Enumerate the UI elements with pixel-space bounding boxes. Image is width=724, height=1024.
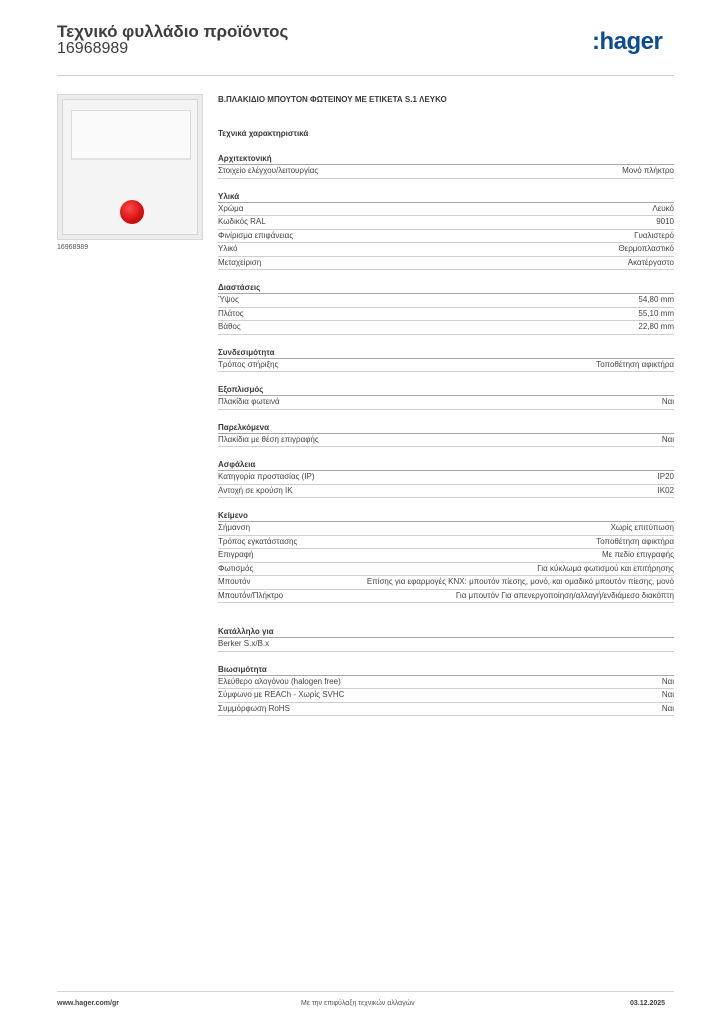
spec-row	[218, 396, 674, 410]
spec-row	[218, 576, 674, 590]
spec-row	[218, 230, 674, 244]
spec-row	[218, 165, 674, 179]
spec-value: Χωρίς επιτύπωση	[610, 523, 674, 532]
spec-value: Ναι	[661, 690, 674, 699]
spec-key: Στοιχείο ελέγχου/λειτουργίας	[218, 166, 319, 175]
header-divider	[57, 75, 674, 76]
spec-group	[218, 627, 674, 652]
spec-key: Φωτισμός	[218, 563, 254, 573]
spec-row	[218, 203, 674, 217]
spec-value: 22,80 mm	[638, 322, 674, 331]
group-title: Κείμενο	[218, 511, 674, 522]
spec-key: Πλακίδια με θέση επιγραφής	[218, 434, 319, 444]
spec-key: Σύμφωνο με REACh - Χωρίς SVHC	[218, 690, 345, 699]
spec-row	[218, 359, 674, 373]
spec-value: Ακατέργαστο	[627, 257, 674, 267]
spec-value: Με πεδίο επιγραφής	[602, 550, 674, 559]
spec-group	[218, 665, 674, 717]
spec-key: Κατηγορία προστασίας (IP)	[218, 472, 315, 481]
spec-row	[218, 549, 674, 563]
spec-key: Τρόπος στήριξης	[218, 359, 279, 369]
spec-row	[218, 485, 674, 499]
spec-key: Επιγραφή	[218, 550, 254, 559]
spec-value: Μονό πλήκτρο	[622, 166, 674, 175]
spec-row	[218, 243, 674, 257]
spec-value: IK02	[657, 485, 674, 495]
footer-divider	[57, 991, 674, 992]
spec-content	[218, 95, 674, 716]
spec-group	[218, 511, 674, 603]
group-title: Διαστάσεις	[218, 283, 674, 294]
document-title: Τεχνικό φυλλάδιο προϊόντος	[57, 22, 289, 41]
spec-row	[218, 321, 674, 335]
spec-group	[218, 192, 674, 271]
spec-value: Ναι	[661, 434, 674, 444]
spec-key: Φινίρισμα επιφάνειας	[218, 230, 294, 240]
spec-key: Τρόπος εγκατάστασης	[218, 536, 298, 546]
group-title: Παρελκόμενα	[218, 423, 674, 434]
spec-key: Ύψος	[218, 295, 239, 304]
spec-row	[218, 216, 674, 230]
spec-key: Μπουτόν	[218, 577, 251, 586]
spec-group	[218, 385, 674, 410]
spec-group	[218, 154, 674, 179]
product-code: 16968989	[57, 40, 129, 57]
spec-row	[218, 703, 674, 717]
footer-note: Με την επιφύλαξη τεχνικών αλλαγών	[301, 1000, 415, 1007]
hager-logo: :hager	[592, 28, 663, 55]
spec-key: Berker S.x/B.x	[218, 639, 270, 648]
spec-row	[218, 471, 674, 485]
section-heading: Τεχνικά χαρακτηριστικά	[218, 129, 309, 138]
spec-row	[218, 294, 674, 308]
group-title: Αρχιτεκτονική	[218, 154, 674, 165]
switch-plate	[62, 99, 198, 235]
spec-row	[218, 536, 674, 550]
red-indicator-light	[120, 200, 144, 224]
spec-value: Θερμοπλαστικό	[618, 244, 674, 253]
spec-value: Για μπουτόν Για απενεργοποίηση/αλλαγή/ενδιάμεσο διακόπτη	[455, 590, 674, 600]
spec-row	[218, 257, 674, 271]
product-image	[57, 94, 203, 240]
spec-row	[218, 676, 674, 690]
group-title: Κατάλληλο για	[218, 627, 674, 638]
label-window	[71, 110, 191, 160]
spec-group	[218, 460, 674, 498]
spec-group	[218, 348, 674, 373]
group-title: Συνδεσιμότητα	[218, 348, 674, 359]
group-title: Εξοπλισμός	[218, 385, 674, 396]
spec-key: Σήμανση	[218, 523, 251, 532]
spec-row	[218, 689, 674, 703]
spec-key: Μπουτόν/Πλήκτρο	[218, 590, 284, 600]
spec-value: 55,10 mm	[638, 308, 674, 318]
spec-value: Ναι	[661, 676, 674, 686]
spec-key: Μεταχείριση	[218, 257, 262, 267]
spec-value: Γυαλιστερό	[634, 230, 674, 240]
spec-value: IP20	[657, 472, 674, 481]
group-title: Βιωσιμότητα	[218, 665, 674, 676]
spec-value: Λευκό	[652, 203, 674, 213]
spec-row	[218, 563, 674, 577]
spec-key: Πλακίδια φωτεινά	[218, 397, 280, 406]
spec-key: Πλάτος	[218, 308, 244, 318]
spec-key: Συμμόρφωση RoHS	[218, 703, 290, 713]
spec-value: Ναι	[661, 397, 674, 406]
spec-value: Επίσης για εφαρμογές KNX: μπουτόν πίεσης, μονό, και ομαδικό μπουτόν πίεσης, μονό	[366, 577, 674, 586]
spec-value: 54,80 mm	[638, 295, 674, 304]
product-name: Β.ΠΛΑΚΙΔΙΟ ΜΠΟΥΤΟΝ ΦΩΤΕΙΝΟΥ ΜΕ ΕΤΙΚΕΤΑ S.1 ΛΕΥΚΟ	[218, 95, 447, 104]
spec-value: Για κύκλωμα φωτισμού και επιτήρησης	[537, 563, 674, 573]
spec-groups	[218, 154, 674, 716]
spec-key: Αντοχή σε κρούση IK	[218, 485, 293, 495]
spec-key: Κωδικός RAL	[218, 217, 266, 226]
spec-row	[218, 434, 674, 448]
spec-value: Ναι	[661, 703, 674, 713]
spec-row	[218, 308, 674, 322]
spec-value: Τοποθέτηση αφικτήρα	[596, 359, 674, 369]
spec-row	[218, 522, 674, 536]
footer-date: 03.12.2025	[630, 1000, 666, 1007]
group-title: Ασφάλεια	[218, 460, 674, 471]
spec-key: Βάθος	[218, 322, 241, 331]
group-title: Υλικά	[218, 192, 674, 203]
spec-value: 9010	[656, 217, 674, 226]
spec-group	[218, 423, 674, 448]
spec-group	[218, 283, 674, 335]
spec-key: Χρώμα	[218, 203, 244, 213]
logo-text: hager	[599, 28, 663, 55]
spec-value: Τοποθέτηση αφικτήρα	[596, 536, 674, 546]
spec-row	[218, 590, 674, 604]
footer-website[interactable]: www.hager.com/gr	[57, 1000, 119, 1007]
image-caption: 16968989	[57, 244, 89, 251]
spec-row	[218, 638, 674, 652]
spec-key: Ελεύθερο αλογόνου (halogen free)	[218, 676, 341, 686]
spec-key: Υλικό	[218, 244, 238, 253]
